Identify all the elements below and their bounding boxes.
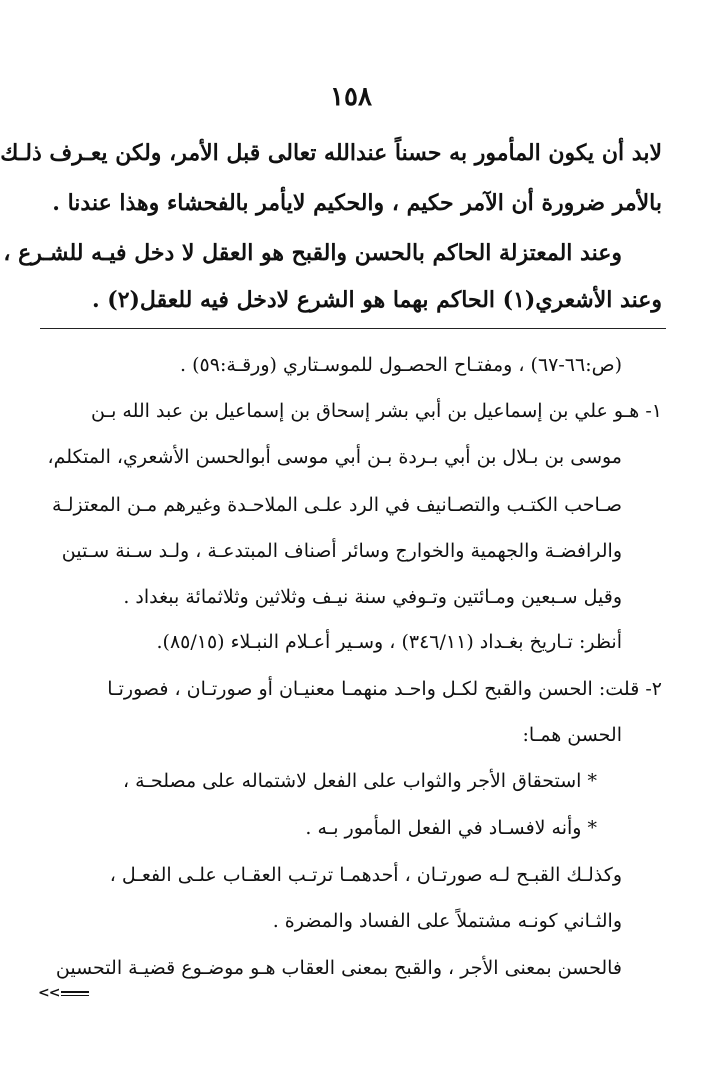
footnote-line: الحسن همـا:	[522, 724, 622, 746]
footnote-divider	[40, 328, 666, 329]
continuation-bar-icon	[61, 991, 89, 996]
footnote-line: (ص:٦٦-٦٧) ، ومفتـاح الحصـول للموسـتاري (ورقـة:٥٩) .	[180, 354, 622, 376]
main-line-2: بالأمر ضرورة أن الآمر حكيم ، والحكيم لايأمر بالفحشاء وهذا عندنا .	[52, 190, 662, 216]
footnote-line: * استحقاق الأجر والثواب على الفعل لاشتماله على مصلحـة ،	[123, 770, 597, 792]
footnote-line: والثـاني كونـه مشتملاً على الفساد والمضرة .	[272, 910, 622, 932]
footnote-line: ٢- قلت: الحسن والقبح لكـل واحـد منهمـا معنيـان أو صورتـان ، فصورتـا	[107, 678, 662, 700]
page-number: ١٥٨	[330, 82, 372, 112]
footnote-line: ١- هـو علي بن إسماعيل بن أبي بشر إسحاق بن إسماعيل بن عبد الله بـن	[91, 400, 662, 422]
continuation-marker-text: <<	[38, 985, 60, 1001]
footnote-line: وكذلـك القبـح لـه صورتـان ، أحدهمـا ترتـب العقـاب علـى الفعـل ،	[109, 864, 622, 886]
footnote-line: والرافضـة والجهمية والخوارج وسائر أصناف المبتدعـة ، ولـد سـنة سـتين	[61, 540, 622, 562]
main-line-1: لابد أن يكون المأمور به حسناً عندالله تعالى قبل الأمر، ولكن يعـرف ذلـك	[0, 140, 662, 166]
footnote-line: موسى بن بـلال بن أبي بـردة بـن أبي موسى أبوالحسن الأشعري، المتكلم،	[47, 446, 622, 468]
footnote-line: صـاحب الكتـب والتصـانيف في الرد علـى الملاحـدة وغيرهم مـن المعتزلـة	[51, 494, 622, 516]
footnote-line: فالحسن بمعنى الأجر ، والقبح بمعنى العقاب هـو موضـوع قضيـة التحسين	[55, 957, 622, 979]
footnote-line: * وأنه لافسـاد في الفعل المأمور بـه .	[305, 817, 597, 839]
footnote-line: أنظر: تـاريخ بغـداد (٣٤٦/١١) ، وسـير أعـلام النبـلاء (٨٥/١٥).	[156, 631, 622, 653]
footnote-line: وقيل سـبعين ومـائتين وتـوفي سنة نيـف وثلاثين وثلاثمائة ببغداد .	[123, 586, 622, 608]
continuation-marker	[38, 985, 89, 1001]
main-line-4: وعند الأشعري(١) الحاكم بهما هو الشرع لادخل فيه للعقل(٢) .	[91, 287, 662, 313]
main-line-3: وعند المعتزلة الحاكم بالحسن والقبح هو العقل لا دخل فيـه للشـرع ،	[3, 240, 622, 266]
